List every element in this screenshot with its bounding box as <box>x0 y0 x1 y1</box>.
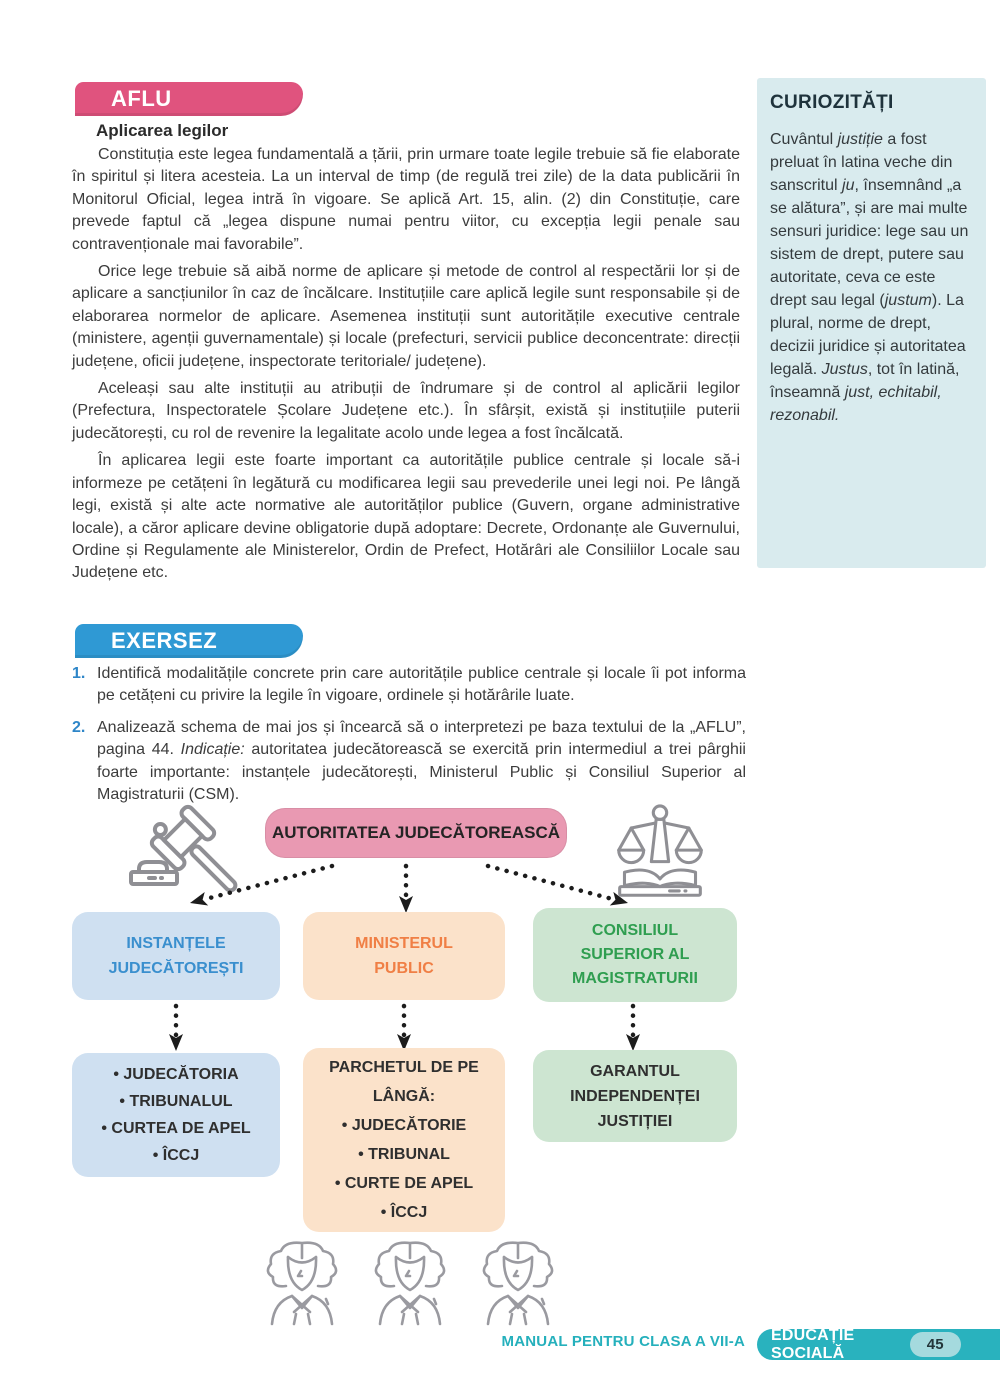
curiozitati-text: Cuvântul justiție a fost preluat în latina veche din sanscritul ju, însemnând „a se alătura”, și are mai multe sensuri juridice: lege sau un sistem de drept, putere sau autoritate, ceva ce este drept sau legal (justum). La plural, norme de drept, decizii juridice și autoritatea legală. Justus, tot în latină, înseamnă just, echitabil, rezonabil. <box>770 131 969 424</box>
exersez-item-1 <box>72 663 746 708</box>
aflu-body <box>72 144 740 590</box>
item-text: Analizează schema de mai jos și încearcă să o interpretezi pe baza textului de la „AFLU”, pagina 44. Indicație: autoritatea judecătorească se exercită prin intermediul a trei pârghii foarte importante: instanțele judecătorești, Ministerul Public și Consiliul Superior al Magistraturii (CSM). <box>97 718 746 804</box>
detail-line: GARANTUL <box>590 1062 680 1080</box>
branch-title-line: INSTANȚELE <box>126 935 226 952</box>
aflu-section-badge <box>75 82 303 116</box>
detail-box-consiliu <box>533 1050 737 1142</box>
detail-line: • JUDECĂTORIE <box>341 1117 467 1134</box>
page-number-badge: 45 <box>910 1332 961 1357</box>
branch-title-line: JUDECĂTOREȘTI <box>108 960 244 977</box>
aflu-paragraph-4: În aplicarea legii este foarte important ca autoritățile publice centrale și locale să-i informeze pe cetățeni în legătură cu modificarea legii sau prevederile unei legi noi. Pe lângă legi, există și alte acte normative ale autorităților publice (Guvern, organe administrative locale), a căror aplicare devine obligatorie după adoptare: Decrete, Ordonanțe ale Guvernului, Ordine și Regulamente ale Ministerelor, Ordin de Prefect, Hotărâri ale Consiliilor Locale sau Județene etc. <box>72 452 740 582</box>
footer-subject-label: EDUCAȚIE SOCIALĂ <box>771 1326 855 1362</box>
aflu-paragraph-2: Orice lege trebuie să aibă norme de aplicare și metode de control al respectării lor și de aplicare a sancțiunilor în caz de încălcare. Instituțiile care aplică legile sunt responsabile și de elaborarea normelor de aplicare. Asemenea instituții sunt autoritățile executive centrale (ministere, agenții guvernamentale) și locale (prefecturi, servicii publice deconcentrate: direcții județene, oficii județene, inspectorate teritoriale/ județene). <box>72 263 740 370</box>
judge-icon <box>476 1238 560 1326</box>
branch-box-instante <box>72 912 280 1000</box>
diagram-root-label: AUTORITATEA JUDECĂTOREASCĂ <box>271 823 561 842</box>
branch-title-line: PUBLIC <box>374 960 434 977</box>
aflu-paragraph-1: Constituția este legea fundamentală a țării, prin urmare toate legile trebuie să fie elaborate în spiritul și litera acesteia. La un interval de timp (de regulă trei zile) de la data publicării în Monitorul Oficial, legea intră în vigoare. Se aplică Art. 15, alin. (2) din Constituție, care prevede faptul că „legea dispune numai pentru viitor, cu excepția legii penale sau contravenționale mai favorabile”. <box>72 146 740 253</box>
aflu-paragraph-3: Aceleași sau alte instituții au atribuții de îndrumare și de control al aplicării legilor (Prefectura, Inspectoratele Școlare Județene etc.). În sfârșit, există și instituțiile puterii judecătorești, cu rol de revenire la legalitate acolo unde legea a fost încălcată. <box>72 380 740 442</box>
branch-title-line: SUPERIOR AL <box>580 946 690 963</box>
detail-line: JUSTIȚIEI <box>597 1112 673 1130</box>
detail-line: • TRIBUNALUL <box>119 1093 233 1110</box>
item-text: Identifică modalitățile concrete prin care autoritățile publice centrale și locale îi pot informa pe cetățeni cu privire la legile în vigoare, ordinele și hotărârile luate. <box>97 665 746 705</box>
detail-line: • CURTEA DE APEL <box>101 1120 251 1137</box>
detail-line: • ÎCCJ <box>380 1204 428 1221</box>
branch-box-consiliu <box>533 908 737 1002</box>
exersez-item-2 <box>72 717 746 807</box>
detail-line: INDEPENDENȚEI <box>570 1087 700 1105</box>
detail-line: • TRIBUNAL <box>358 1146 450 1163</box>
curiozitati-panel <box>757 78 986 568</box>
aflu-subtitle: Aplicarea legilor <box>96 121 229 140</box>
branch-title-line: CONSILIUL <box>591 922 679 939</box>
curiozitati-title: CURIOZITĂȚI <box>770 92 894 113</box>
exersez-badge-label: EXERSEZ <box>111 628 218 653</box>
detail-box-minister <box>303 1048 505 1232</box>
item-number: 1. <box>72 665 86 682</box>
aflu-badge-label: AFLU <box>111 86 172 111</box>
branch-title-line: MAGISTRATURII <box>572 970 698 987</box>
detail-line: • JUDECĂTORIA <box>113 1066 239 1083</box>
item-number: 2. <box>72 718 86 736</box>
judge-icon <box>260 1238 344 1326</box>
detail-line: • CURTE DE APEL <box>334 1175 474 1192</box>
judge-icon <box>368 1238 452 1326</box>
detail-box-instante <box>72 1053 280 1177</box>
exersez-section-badge <box>75 624 303 658</box>
detail-line: PARCHETUL DE PE LÂNGĂ: <box>329 1059 479 1105</box>
branch-title-line: MINISTERUL <box>355 935 453 952</box>
exersez-list <box>72 663 746 815</box>
footer-subject-bar <box>757 1326 1000 1362</box>
branch-box-minister <box>303 912 505 1000</box>
footer-manual-label: MANUAL PENTRU CLASA A VII-A <box>501 1333 745 1350</box>
detail-line: • ÎCCJ <box>152 1147 200 1164</box>
